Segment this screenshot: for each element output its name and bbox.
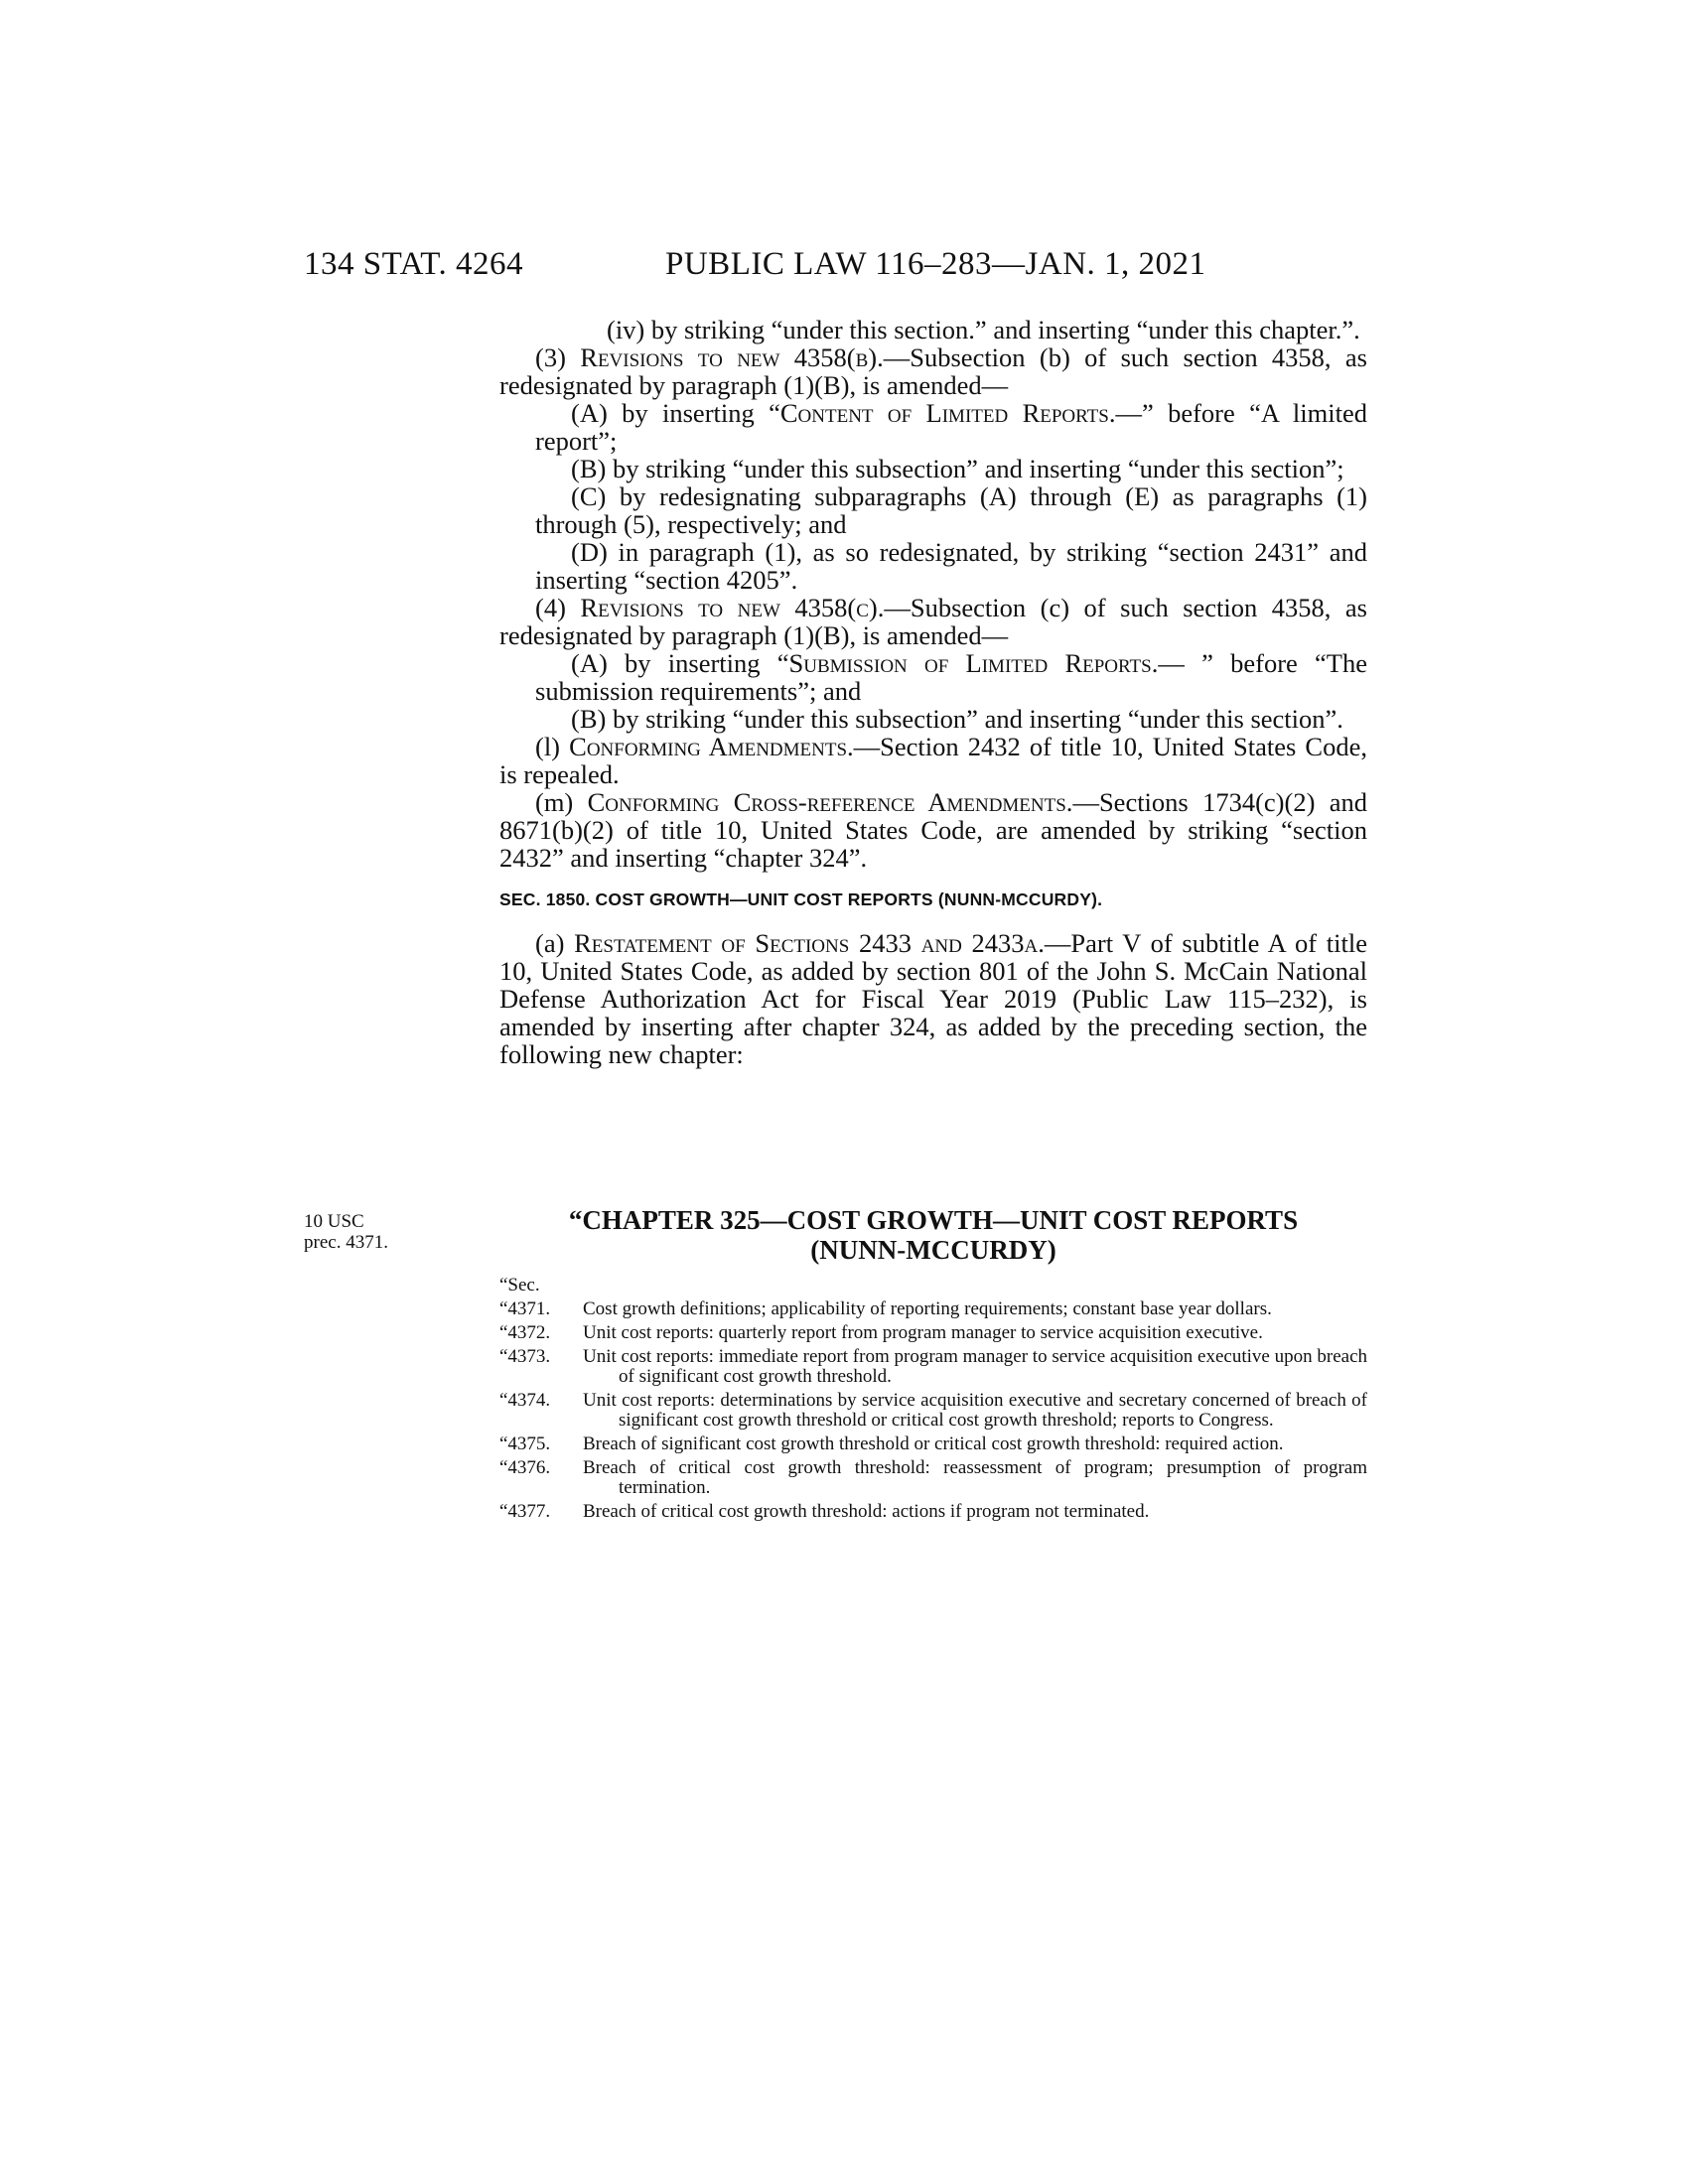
- subsection-m: (m) Conforming Cross-reference Amendments.—Sections 1734(c)(2) and 8671(b)(2) of title 10, United States Code, are amended by striking “section 2432” and inserting “chapter 324”.: [499, 787, 1367, 873]
- toc-item: “4373. Unit cost reports: immediate report from program manager to service acquisition executive upon breach of significant cost growth threshold.: [499, 1346, 1367, 1387]
- paragraph-3d: (D) in paragraph (1), as so redesignated, by striking “section 2431” and inserting “section 4205”.: [535, 537, 1367, 595]
- subsection-l: (l) Conforming Amendments.—Section 2432 of title 10, United States Code, is repealed.: [499, 732, 1367, 789]
- chapter-table-of-sections: [499, 1276, 1367, 1526]
- section-1850-heading: SEC. 1850. COST GROWTH—UNIT COST REPORTS (NUNN-MCCURDY).: [499, 889, 1103, 909]
- subsection-l-heading: Conforming Amendments.: [569, 732, 854, 761]
- subsection-a-heading: Restatement of Sections 2433 and 2433a.: [574, 928, 1045, 958]
- stat-page-number: 134 STAT. 4264: [304, 246, 524, 282]
- paragraph-iv: (iv) by striking “under this section.” and inserting “under this chapter.”.: [607, 315, 1360, 344]
- paragraph-4-heading: Revisions to new 4358(c).: [580, 593, 885, 622]
- paragraph-3b: (B) by striking “under this subsection” and inserting “under this section”;: [571, 454, 1344, 483]
- margin-citation-note: 10 USC prec. 4371.: [304, 1211, 388, 1253]
- subsection-a: (a) Restatement of Sections 2433 and 2433a.—Part V of subtitle A of title 10, United States Code, as added by section 801 of the John S. McCain National Defense Authorization Act for Fiscal Year 2019 (Public Law 115–232), is amended by inserting after chapter 324, as added by the preceding section, the following new chapter:: [499, 928, 1367, 1069]
- toc-item: “4376. Breach of critical cost growth threshold: reassessment of program; presumption of program termination.: [499, 1457, 1367, 1498]
- public-law-header: PUBLIC LAW 116–283—JAN. 1, 2021: [665, 246, 1206, 282]
- toc-item: “4372. Unit cost reports: quarterly report from program manager to service acquisition executive.: [499, 1322, 1263, 1343]
- subsection-m-heading: Conforming Cross-reference Amendments.: [587, 787, 1073, 817]
- toc-item: “4375. Breach of significant cost growth threshold or critical cost growth threshold: required action.: [499, 1433, 1284, 1454]
- paragraph-4b: (B) by striking “under this subsection” and inserting “under this section”.: [571, 704, 1343, 734]
- paragraph-3-heading: Revisions to new 4358(b).: [580, 342, 884, 372]
- chapter-325-heading: “CHAPTER 325—COST GROWTH—UNIT COST REPORTS (NUNN-MCCURDY): [568, 1205, 1299, 1265]
- paragraph-3: (3) Revisions to new 4358(b).—Subsection (b) of such section 4358, as redesignated by paragraph (1)(B), is amended—: [499, 342, 1367, 400]
- paragraph-4a: (A) by inserting “Submission of Limited Reports.— ” before “The submission requirements”; and: [535, 648, 1367, 706]
- toc-item: “4374. Unit cost reports: determinations by service acquisition executive and secretary concerned of breach of significant cost growth threshold or critical cost growth threshold; reports to Congress.: [499, 1390, 1367, 1431]
- toc-item: “4377. Breach of critical cost growth threshold: actions if program not terminated.: [499, 1501, 1150, 1522]
- paragraph-3c: (C) by redesignating subparagraphs (A) through (E) as paragraphs (1) through (5), respectively; and: [535, 481, 1367, 539]
- toc-item: “4371. Cost growth definitions; applicability of reporting requirements; constant base year dollars.: [499, 1298, 1272, 1319]
- paragraph-4: (4) Revisions to new 4358(c).—Subsection (c) of such section 4358, as redesignated by paragraph (1)(B), is amended—: [499, 593, 1367, 650]
- toc-sec-label: “Sec.: [499, 1275, 540, 1296]
- paragraph-3a: (A) by inserting “Content of Limited Reports.—” before “A limited report”;: [535, 398, 1367, 456]
- body-text-column: [499, 316, 1367, 1068]
